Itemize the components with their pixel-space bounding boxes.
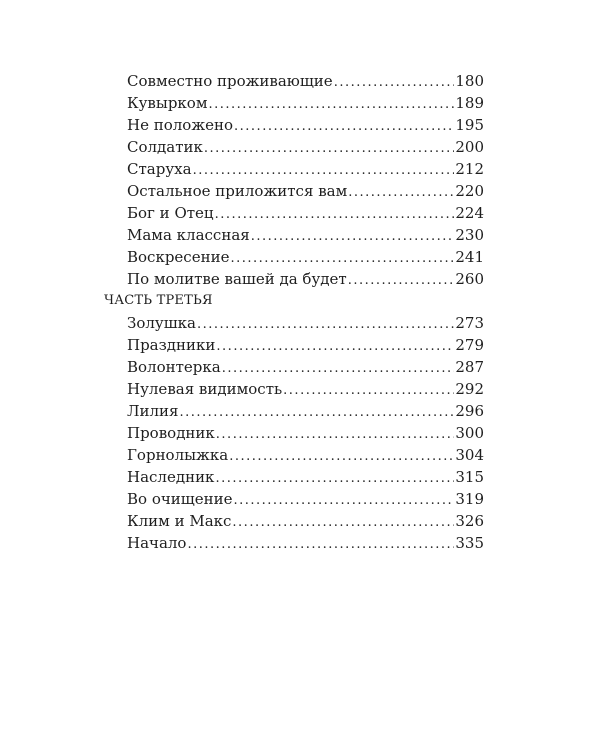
toc-entry-page: 326	[455, 512, 484, 530]
dot-leader	[234, 116, 454, 138]
dot-leader	[187, 534, 454, 556]
toc-entry-page: 212	[455, 160, 484, 178]
dot-leader	[232, 512, 454, 534]
toc-entry	[104, 136, 484, 158]
dot-leader	[230, 248, 454, 270]
toc-entry-page: 200	[455, 138, 484, 156]
toc-entry	[104, 356, 484, 378]
toc-entry-page: 315	[455, 468, 484, 486]
toc-entry	[104, 114, 484, 136]
dot-leader	[215, 204, 455, 226]
toc-entry-page: 279	[455, 336, 484, 354]
toc-entry	[104, 334, 484, 356]
toc-entry	[104, 70, 484, 92]
toc-entry-title: Воскресение	[127, 248, 230, 266]
dot-leader	[216, 336, 454, 358]
toc-entry	[104, 202, 484, 224]
dot-leader	[215, 468, 454, 490]
toc-entry-page: 230	[455, 226, 484, 244]
toc-entry	[104, 466, 484, 488]
toc-entry-title: Нулевая видимость	[127, 380, 283, 398]
toc-entry-title: Не положено	[127, 116, 234, 134]
toc-entry	[104, 488, 484, 510]
toc-entry-page: 189	[455, 94, 484, 112]
toc-entry-title: Совместно проживающие	[127, 72, 333, 90]
toc-entry-title: Старуха	[127, 160, 192, 178]
toc-entry-title: Бог и Отец	[127, 204, 214, 222]
toc-entry	[104, 268, 484, 290]
toc-entry	[104, 312, 484, 334]
toc-entry	[104, 246, 484, 268]
toc-entry-title: Кувырком	[127, 94, 208, 112]
toc-entry-title: Остальное приложится вам	[127, 182, 348, 200]
toc-entry-page: 273	[455, 314, 484, 332]
toc-entry-title: Праздники	[127, 336, 216, 354]
part-heading	[104, 290, 484, 312]
dot-leader	[334, 72, 455, 94]
toc-entry-page: 241	[455, 248, 484, 266]
dot-leader	[209, 94, 455, 116]
toc-entry-page: 180	[455, 72, 484, 90]
toc-entry-title: Солдатик	[127, 138, 203, 156]
dot-leader	[216, 424, 455, 446]
toc-entry	[104, 180, 484, 202]
dot-leader	[222, 358, 455, 380]
toc-entry-title: Мама классная	[127, 226, 250, 244]
toc-entry-page: 195	[455, 116, 484, 134]
part-heading-label: ЧАСТЬ ТРЕТЬЯ	[104, 293, 213, 308]
toc-entry-title: Горнолыжка	[127, 446, 229, 464]
toc-entry-page: 319	[455, 490, 484, 508]
dot-leader	[229, 446, 454, 468]
dot-leader	[180, 402, 455, 424]
dot-leader	[283, 380, 454, 402]
toc-entry-title: Во очищение	[127, 490, 233, 508]
dot-leader	[197, 314, 454, 336]
toc-entry	[104, 158, 484, 180]
toc-entry	[104, 510, 484, 532]
toc-entry-page: 304	[455, 446, 484, 464]
toc-entry-title: Золушка	[127, 314, 196, 332]
toc-entry-title: По молитве вашей да будет	[127, 270, 347, 288]
dot-leader	[348, 270, 455, 292]
toc-entry-page: 292	[455, 380, 484, 398]
dot-leader	[204, 138, 454, 160]
dot-leader	[348, 182, 454, 204]
toc-entry-title: Проводник	[127, 424, 215, 442]
toc-entry	[104, 444, 484, 466]
toc-entry-page: 335	[455, 534, 484, 552]
toc-entry-page: 260	[455, 270, 484, 288]
toc-entry-page: 300	[455, 424, 484, 442]
toc-entry	[104, 92, 484, 114]
toc-entry	[104, 378, 484, 400]
dot-leader	[193, 160, 455, 182]
toc-entry	[104, 422, 484, 444]
toc-entry-page: 220	[455, 182, 484, 200]
toc-entry-title: Начало	[127, 534, 187, 552]
toc-entry-title: Лилия	[127, 402, 179, 420]
toc-entry-title: Наследник	[127, 468, 215, 486]
toc-entry-page: 287	[455, 358, 484, 376]
toc-entry	[104, 224, 484, 246]
toc-entry-page: 296	[455, 402, 484, 420]
table-of-contents	[104, 70, 484, 554]
dot-leader	[233, 490, 454, 512]
toc-entry	[104, 400, 484, 422]
toc-entry	[104, 532, 484, 554]
toc-entry-title: Волонтерка	[127, 358, 221, 376]
toc-entry-page: 224	[455, 204, 484, 222]
toc-entry-title: Клим и Макс	[127, 512, 232, 530]
dot-leader	[251, 226, 455, 248]
